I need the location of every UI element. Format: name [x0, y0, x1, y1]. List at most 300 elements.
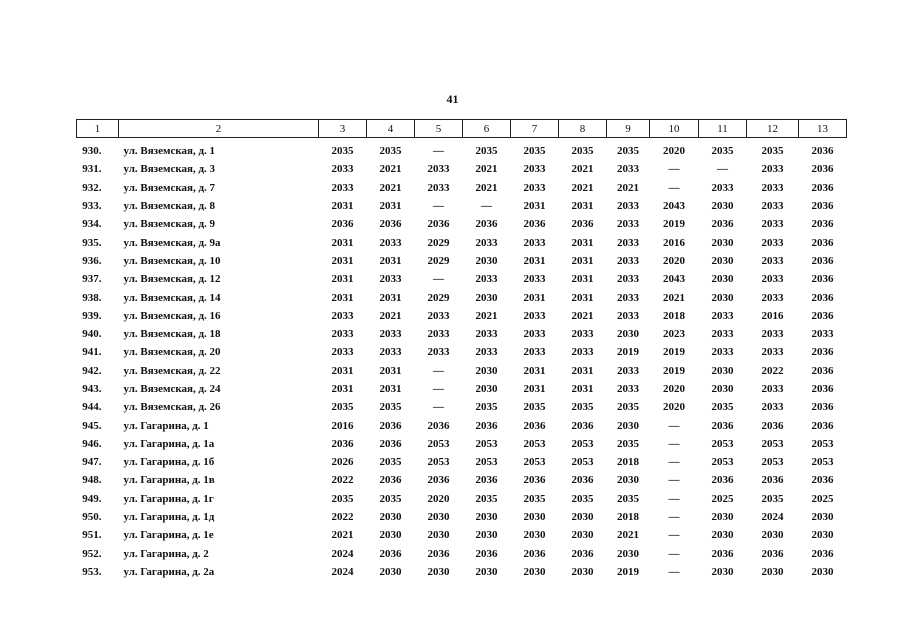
year-cell: 2021: [571, 181, 594, 194]
year-cell: 2030: [571, 529, 594, 542]
column-number-row: [77, 120, 847, 138]
table-header: [77, 120, 847, 138]
year-cell: 2036: [379, 547, 402, 560]
address-cell: ул. Вяземская, д. 26: [123, 401, 221, 414]
year-cell: 2036: [811, 346, 834, 359]
year-cell: 2030: [617, 419, 639, 432]
year-cell: 2033: [761, 401, 784, 414]
year-cell: 2030: [571, 565, 594, 578]
year-cell: 2036: [475, 419, 498, 432]
year-cell: 2035: [475, 401, 498, 414]
address-cell: ул. Вяземская, д. 14: [123, 291, 221, 304]
year-cell: —: [433, 273, 444, 286]
year-cell: 2033: [331, 309, 354, 322]
year-cell: 2036: [523, 474, 546, 487]
row-number-cell: 947.: [82, 456, 102, 469]
year-cell: 2031: [571, 364, 594, 377]
year-cell: 2033: [617, 383, 639, 395]
year-cell: 2035: [379, 492, 402, 505]
column-header-3: 3: [319, 120, 367, 138]
year-cell: 2036: [811, 181, 834, 194]
year-cell: 2033: [761, 181, 784, 194]
year-cell: —: [668, 529, 680, 542]
year-cell: 2033: [617, 273, 639, 286]
year-cell: 2018: [617, 456, 639, 469]
year-cell: 2036: [811, 254, 834, 267]
row-number-cell: 943.: [82, 383, 102, 395]
table-row: [77, 563, 847, 581]
year-cell: 2033: [761, 383, 784, 395]
year-cell: 2033: [711, 346, 734, 359]
year-cell: 2033: [711, 181, 734, 194]
year-cell: —: [668, 492, 680, 505]
year-cell: 2030: [761, 529, 784, 542]
year-cell: 2053: [761, 456, 784, 469]
year-cell: 2033: [331, 328, 354, 341]
table-row: [77, 233, 847, 251]
year-cell: 2035: [379, 145, 402, 158]
address-cell: ул. Гагарина, д. 1е: [123, 529, 214, 542]
year-cell: 2053: [475, 437, 498, 450]
column-header-4: 4: [367, 120, 415, 138]
year-cell: 2031: [379, 291, 402, 304]
year-cell: 2030: [475, 254, 498, 267]
year-cell: 2031: [523, 254, 546, 267]
table-row: [77, 138, 847, 161]
row-number-cell: 950.: [82, 511, 102, 524]
year-cell: —: [433, 364, 444, 377]
year-cell: 2043: [663, 200, 685, 213]
year-cell: 2031: [571, 200, 594, 213]
year-cell: 2031: [331, 383, 354, 395]
year-cell: 2019: [617, 565, 639, 578]
year-cell: 2035: [761, 145, 784, 158]
year-cell: 2031: [331, 236, 354, 249]
column-header-10: 10: [650, 120, 699, 138]
year-cell: 2033: [617, 254, 639, 267]
column-header-12: 12: [747, 120, 799, 138]
year-cell: 2033: [571, 328, 594, 341]
year-cell: 2033: [761, 236, 784, 249]
year-cell: 2031: [523, 364, 546, 377]
year-cell: 2035: [711, 145, 734, 158]
year-cell: 2035: [617, 492, 639, 505]
year-cell: 2035: [523, 492, 546, 505]
year-cell: 2036: [379, 218, 402, 231]
year-cell: 2030: [427, 565, 450, 578]
year-cell: 2053: [523, 456, 546, 469]
year-cell: 2030: [427, 529, 450, 542]
year-cell: 2036: [427, 474, 450, 487]
column-header-7: 7: [511, 120, 559, 138]
column-header-5: 5: [415, 120, 463, 138]
year-cell: 2053: [475, 456, 498, 469]
year-cell: 2022: [331, 511, 354, 524]
year-cell: 2030: [711, 529, 734, 542]
year-cell: 2036: [379, 419, 402, 432]
year-cell: 2033: [761, 200, 784, 213]
year-cell: 2053: [523, 437, 546, 450]
year-cell: 2036: [811, 145, 834, 158]
table-row: [77, 362, 847, 380]
year-cell: 2033: [617, 364, 639, 377]
year-cell: 2035: [331, 401, 354, 414]
year-cell: 2016: [761, 309, 784, 322]
year-cell: 2018: [663, 309, 685, 322]
year-cell: 2030: [711, 236, 734, 249]
year-cell: —: [717, 163, 728, 176]
year-cell: 2031: [571, 236, 594, 249]
year-cell: 2021: [475, 163, 498, 176]
year-cell: 2036: [427, 419, 450, 432]
year-cell: 2030: [475, 291, 498, 304]
address-cell: ул. Гагарина, д. 1в: [123, 474, 215, 487]
year-cell: 2030: [711, 273, 734, 286]
address-cell: ул. Вяземская, д. 16: [123, 309, 221, 322]
year-cell: 2023: [663, 328, 685, 341]
page-number: 41: [446, 92, 459, 106]
year-cell: 2036: [571, 218, 594, 231]
year-cell: 2033: [331, 163, 354, 176]
table-row: [77, 179, 847, 197]
year-cell: 2030: [379, 511, 402, 524]
year-cell: —: [668, 565, 680, 578]
year-cell: 2025: [711, 492, 734, 505]
year-cell: 2036: [427, 547, 450, 560]
year-cell: 2031: [523, 200, 546, 213]
year-cell: 2033: [379, 328, 402, 341]
year-cell: —: [433, 401, 444, 414]
year-cell: 2033: [427, 309, 450, 322]
year-cell: 2030: [475, 383, 498, 395]
table-row: [77, 508, 847, 526]
column-header-2: 2: [119, 120, 319, 138]
row-number-cell: 933.: [82, 200, 102, 213]
address-cell: ул. Вяземская, д. 20: [123, 346, 221, 359]
year-cell: 2035: [617, 145, 639, 158]
year-cell: 2030: [427, 511, 450, 524]
year-cell: 2036: [761, 547, 784, 560]
repair-schedule-table: [76, 119, 847, 581]
year-cell: 2033: [475, 236, 498, 249]
year-cell: 2021: [571, 309, 594, 322]
year-cell: 2033: [379, 346, 402, 359]
year-cell: 2035: [711, 401, 734, 414]
year-cell: 2030: [761, 565, 784, 578]
table-row: [77, 160, 847, 178]
year-cell: 2033: [523, 163, 546, 176]
year-cell: 2031: [523, 291, 546, 304]
row-number-cell: 937.: [82, 273, 102, 286]
year-cell: 2035: [379, 401, 402, 414]
year-cell: 2019: [663, 364, 685, 377]
year-cell: 2053: [427, 437, 450, 450]
year-cell: 2021: [331, 529, 354, 542]
year-cell: 2033: [617, 218, 639, 231]
year-cell: 2035: [475, 492, 498, 505]
year-cell: 2035: [571, 492, 594, 505]
year-cell: 2030: [617, 474, 639, 487]
year-cell: 2030: [379, 529, 402, 542]
year-cell: 2029: [427, 236, 450, 249]
year-cell: 2053: [811, 437, 834, 450]
table-row: [77, 252, 847, 270]
year-cell: 2030: [475, 364, 498, 377]
year-cell: 2030: [571, 511, 594, 524]
column-header-8: 8: [559, 120, 607, 138]
address-cell: ул. Вяземская, д. 18: [123, 328, 221, 341]
year-cell: —: [481, 200, 492, 213]
year-cell: 2033: [427, 346, 450, 359]
year-cell: 2036: [711, 218, 734, 231]
year-cell: 2019: [663, 346, 685, 359]
year-cell: —: [668, 474, 680, 487]
year-cell: 2030: [523, 511, 546, 524]
address-cell: ул. Вяземская, д. 7: [123, 181, 216, 194]
row-number-cell: 949.: [82, 492, 102, 505]
table-row: [77, 307, 847, 325]
year-cell: 2036: [523, 547, 546, 560]
year-cell: —: [433, 200, 444, 213]
table-row: [77, 270, 847, 288]
row-number-cell: 941.: [82, 346, 102, 359]
year-cell: 2031: [571, 291, 594, 304]
year-cell: 2033: [523, 328, 546, 341]
year-cell: 2035: [475, 145, 498, 158]
year-cell: 2021: [379, 309, 402, 322]
year-cell: 2030: [523, 529, 546, 542]
year-cell: 2021: [475, 181, 498, 194]
year-cell: 2030: [475, 565, 498, 578]
table-body: [77, 138, 847, 582]
year-cell: 2031: [379, 383, 402, 395]
column-header-11: 11: [699, 120, 747, 138]
year-cell: 2024: [331, 547, 354, 560]
year-cell: 2024: [331, 565, 354, 578]
row-number-cell: 935.: [82, 236, 102, 249]
year-cell: —: [668, 437, 680, 450]
row-number-cell: 939.: [82, 309, 102, 322]
year-cell: —: [668, 419, 680, 432]
year-cell: 2031: [571, 273, 594, 286]
year-cell: 2035: [617, 401, 639, 414]
row-number-cell: 938.: [82, 291, 102, 304]
year-cell: 2035: [761, 492, 784, 505]
year-cell: —: [668, 181, 680, 194]
year-cell: 2033: [761, 254, 784, 267]
year-cell: 2030: [711, 364, 734, 377]
year-cell: 2036: [379, 437, 402, 450]
table-row: [77, 215, 847, 233]
column-header-9: 9: [607, 120, 650, 138]
year-cell: 2035: [571, 401, 594, 414]
address-cell: ул. Вяземская, д. 9а: [123, 236, 221, 249]
year-cell: 2031: [331, 200, 354, 213]
year-cell: 2029: [427, 254, 450, 267]
address-cell: ул. Вяземская, д. 3: [123, 163, 216, 176]
address-cell: ул. Гагарина, д. 1д: [123, 511, 215, 524]
row-number-cell: 951.: [82, 529, 102, 542]
year-cell: 2033: [475, 328, 498, 341]
year-cell: 2033: [523, 309, 546, 322]
year-cell: 2036: [475, 547, 498, 560]
table-row: [77, 490, 847, 508]
year-cell: 2033: [761, 273, 784, 286]
year-cell: 2030: [711, 254, 734, 267]
year-cell: 2036: [811, 218, 834, 231]
year-cell: 2053: [761, 437, 784, 450]
year-cell: 2036: [331, 218, 354, 231]
year-cell: 2036: [475, 474, 498, 487]
year-cell: 2036: [811, 547, 834, 560]
column-header-6: 6: [463, 120, 511, 138]
year-cell: 2021: [617, 529, 639, 542]
year-cell: 2033: [617, 291, 639, 304]
year-cell: 2030: [811, 565, 834, 578]
row-number-cell: 942.: [82, 364, 102, 377]
year-cell: 2053: [427, 456, 450, 469]
table-row: [77, 471, 847, 489]
table-row: [77, 526, 847, 544]
year-cell: 2033: [761, 291, 784, 304]
table-row: [77, 416, 847, 434]
year-cell: —: [668, 163, 680, 176]
year-cell: 2033: [617, 163, 639, 176]
year-cell: 2043: [663, 273, 685, 286]
year-cell: 2030: [379, 565, 402, 578]
year-cell: 2053: [811, 456, 834, 469]
year-cell: 2036: [571, 419, 594, 432]
year-cell: 2018: [617, 511, 639, 524]
table-row: [77, 343, 847, 361]
year-cell: 2053: [571, 456, 594, 469]
year-cell: 2031: [379, 364, 402, 377]
table-row: [77, 325, 847, 343]
year-cell: —: [433, 145, 444, 158]
year-cell: 2053: [711, 456, 734, 469]
address-cell: ул. Вяземская, д. 22: [123, 364, 221, 377]
row-number-cell: 936.: [82, 254, 102, 267]
year-cell: 2035: [379, 456, 402, 469]
year-cell: 2053: [711, 437, 734, 450]
year-cell: 2036: [811, 236, 834, 249]
table-row: [77, 380, 847, 398]
year-cell: 2030: [617, 328, 639, 341]
year-cell: 2036: [427, 218, 450, 231]
year-cell: 2020: [427, 492, 450, 505]
table-row: [77, 288, 847, 306]
year-cell: 2030: [711, 383, 734, 395]
row-number-cell: 944.: [82, 401, 102, 414]
year-cell: 2026: [331, 456, 354, 469]
row-number-cell: 945.: [82, 419, 102, 432]
address-cell: ул. Гагарина, д. 2: [123, 547, 209, 560]
year-cell: 2033: [711, 328, 734, 341]
year-cell: 2036: [711, 547, 734, 560]
year-cell: 2035: [523, 401, 546, 414]
year-cell: 2021: [475, 309, 498, 322]
year-cell: 2033: [761, 218, 784, 231]
year-cell: 2033: [571, 346, 594, 359]
row-number-cell: 952.: [82, 547, 102, 560]
year-cell: 2033: [475, 346, 498, 359]
year-cell: 2033: [475, 273, 498, 286]
address-cell: ул. Вяземская, д. 10: [123, 254, 221, 267]
year-cell: 2031: [379, 200, 402, 213]
year-cell: 2031: [331, 273, 354, 286]
year-cell: 2030: [811, 511, 834, 524]
address-cell: ул. Гагарина, д. 1а: [123, 437, 215, 450]
year-cell: 2036: [811, 200, 834, 213]
year-cell: —: [668, 547, 680, 560]
year-cell: 2033: [379, 273, 402, 286]
year-cell: 2036: [811, 163, 834, 176]
year-cell: 2024: [761, 511, 784, 524]
table-row: [77, 453, 847, 471]
year-cell: 2031: [571, 254, 594, 267]
year-cell: 2020: [663, 254, 685, 267]
year-cell: 2036: [571, 547, 594, 560]
year-cell: 2031: [379, 254, 402, 267]
year-cell: 2035: [523, 145, 546, 158]
year-cell: 2020: [663, 383, 685, 395]
year-cell: 2031: [331, 291, 354, 304]
year-cell: 2036: [811, 364, 834, 377]
table-row: [77, 435, 847, 453]
year-cell: 2036: [811, 401, 834, 414]
row-number-cell: 946.: [82, 437, 102, 450]
year-cell: 2033: [617, 236, 639, 249]
year-cell: 2036: [571, 474, 594, 487]
year-cell: 2021: [663, 291, 685, 304]
year-cell: 2030: [711, 291, 734, 304]
year-cell: 2033: [523, 236, 546, 249]
year-cell: 2033: [523, 273, 546, 286]
year-cell: —: [433, 383, 444, 395]
row-number-cell: 930.: [82, 145, 102, 158]
address-cell: ул. Вяземская, д. 9: [123, 218, 216, 231]
year-cell: 2031: [331, 364, 354, 377]
year-cell: 2035: [331, 492, 354, 505]
address-cell: ул. Гагарина, д. 1г: [123, 492, 214, 505]
year-cell: 2021: [379, 181, 402, 194]
address-cell: ул. Гагарина, д. 1: [123, 419, 209, 432]
year-cell: 2033: [523, 346, 546, 359]
year-cell: 2020: [663, 145, 685, 158]
year-cell: 2033: [617, 309, 639, 322]
year-cell: 2025: [811, 492, 834, 505]
year-cell: 2019: [663, 218, 685, 231]
year-cell: 2016: [663, 236, 685, 249]
year-cell: —: [668, 456, 680, 469]
year-cell: 2021: [379, 163, 402, 176]
year-cell: 2036: [761, 474, 784, 487]
year-cell: 2036: [811, 419, 834, 432]
year-cell: 2033: [761, 163, 784, 176]
year-cell: 2033: [761, 328, 784, 341]
year-cell: 2033: [617, 200, 639, 213]
row-number-cell: 931.: [82, 163, 102, 176]
address-cell: ул. Вяземская, д. 1: [123, 145, 216, 158]
year-cell: 2036: [811, 291, 834, 304]
year-cell: 2033: [811, 328, 834, 341]
year-cell: 2036: [523, 218, 546, 231]
column-header-1: 1: [77, 120, 119, 138]
year-cell: 2031: [331, 254, 354, 267]
year-cell: 2035: [617, 437, 639, 450]
address-cell: ул. Вяземская, д. 12: [123, 273, 221, 286]
row-number-cell: 948.: [82, 474, 102, 487]
